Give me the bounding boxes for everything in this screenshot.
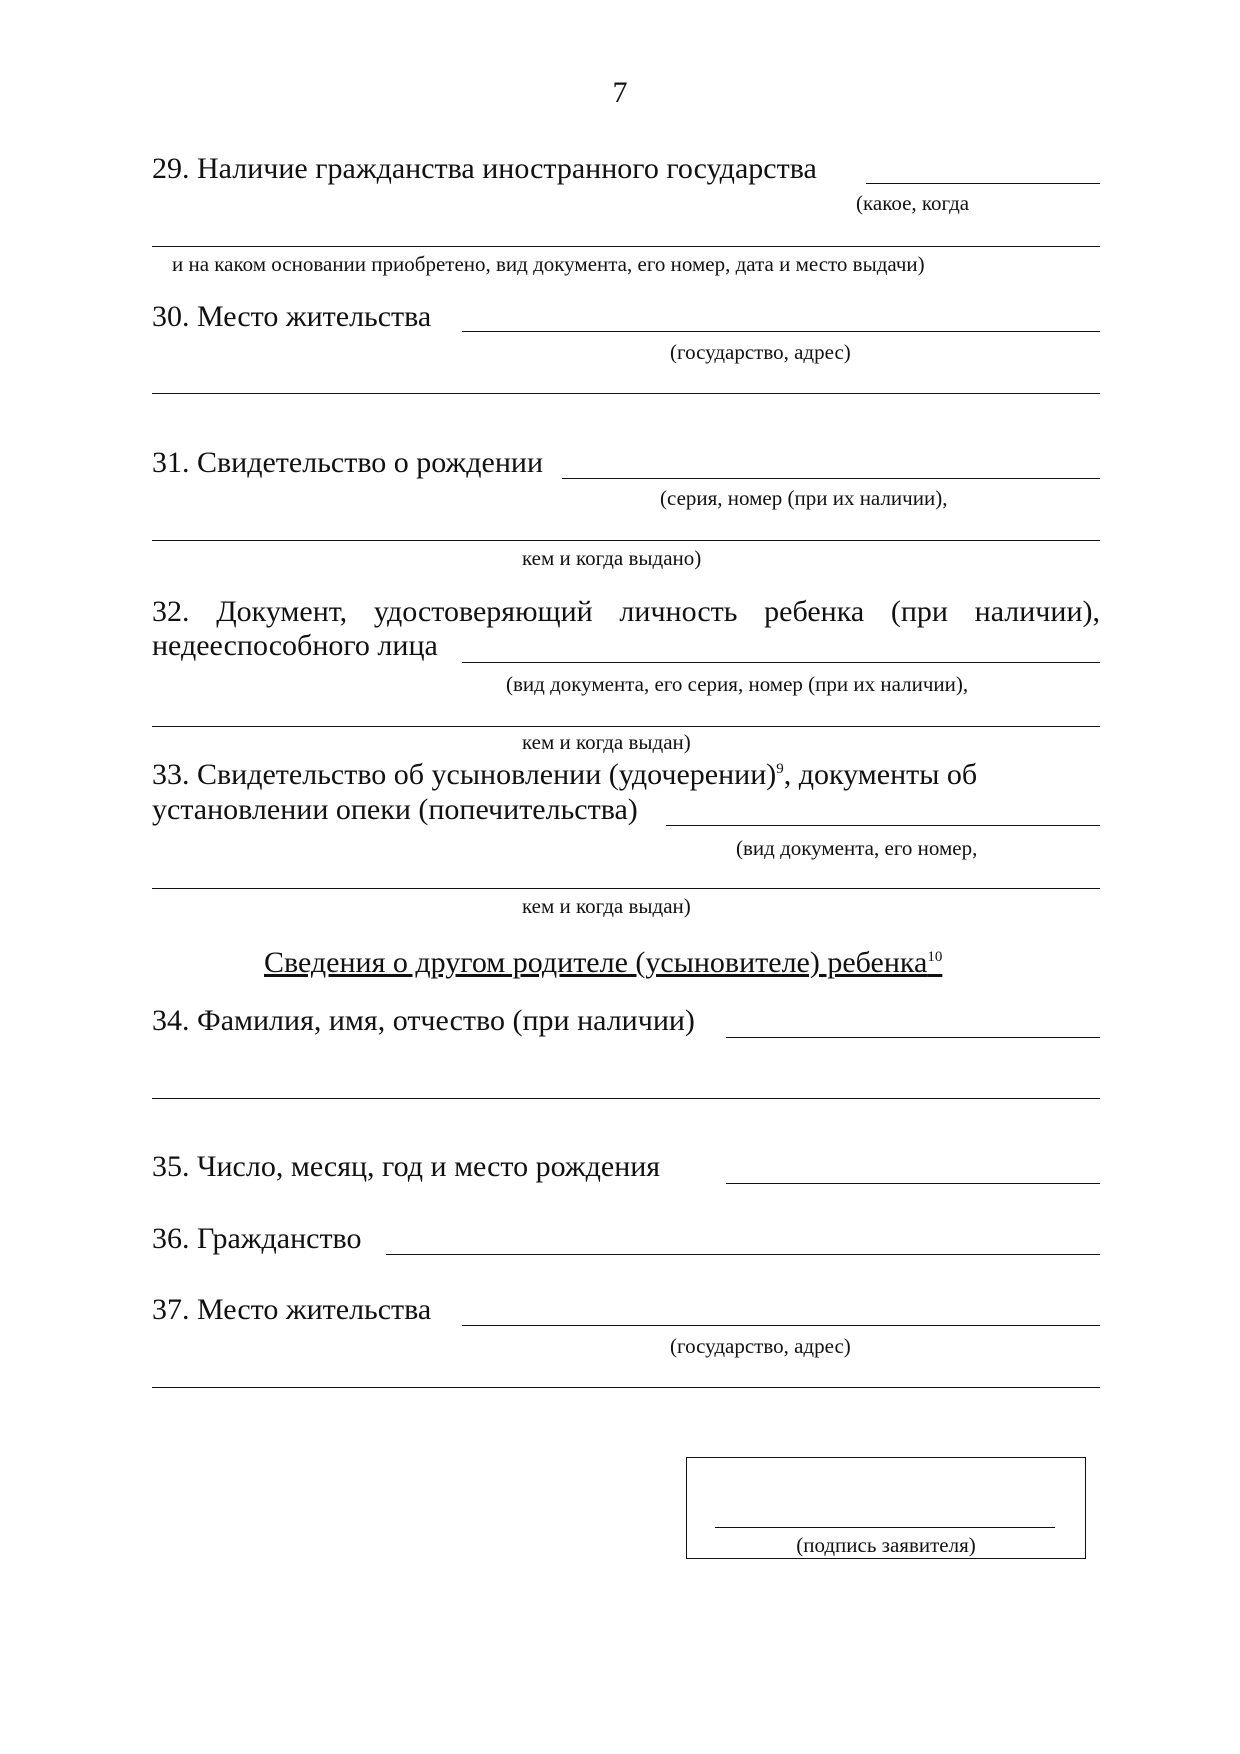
field-31-label: 31. Свидетельство о рождении — [152, 446, 543, 479]
field-29-input-line-1[interactable] — [866, 183, 1100, 184]
field-32-label-line-2: недееспособного лица — [152, 629, 438, 662]
section-title: Сведения о другом родителе (усыновителе) ребенка$^{10}$ — [264, 946, 943, 979]
field-31-input-line-2[interactable] — [152, 540, 1100, 541]
field-37-hint: (государство, адрес) — [670, 1334, 851, 1358]
field-29-hint-1: (какое, когда — [856, 191, 970, 215]
field-31-input-line-1[interactable] — [562, 478, 1100, 479]
field-33-label-line-1 — [152, 758, 1100, 792]
field-30-input-line-1[interactable] — [462, 331, 1100, 332]
field-32-hint-2: кем и когда выдан) — [522, 730, 691, 754]
field-32-label-line-1: 32. Документ, удостоверяющий личность ребенка (при наличии), — [152, 595, 1100, 628]
field-33-input-line-2[interactable] — [152, 888, 1100, 889]
field-33-label-line-2: установлении опеки (попечительства) — [152, 793, 638, 826]
field-33-input-line-1[interactable] — [666, 825, 1100, 826]
page-number: 7 — [612, 76, 628, 109]
field-34-input-line-1[interactable] — [726, 1037, 1100, 1038]
signature-hint: (подпись заявителя) — [796, 1533, 976, 1557]
field-36-label: 36. Гражданство — [152, 1222, 362, 1255]
field-30-hint: (государство, адрес) — [670, 340, 851, 364]
field-33-hint-1: (вид документа, его номер, — [736, 836, 978, 860]
field-29-input-line-2[interactable] — [152, 246, 1100, 247]
field-36-input-line[interactable] — [386, 1254, 1100, 1255]
field-31-hint-1: (серия, номер (при их наличии), — [660, 486, 948, 510]
field-34-input-line-2[interactable] — [152, 1098, 1100, 1099]
field-29-label: 29. Наличие гражданства иностранного государства — [152, 152, 817, 185]
field-37-input-line-1[interactable] — [462, 1325, 1100, 1326]
field-35-label: 35. Число, месяц, год и место рождения — [152, 1150, 661, 1183]
field-31-hint-2: кем и когда выдано) — [522, 546, 702, 570]
field-34-label: 34. Фамилия, имя, отчество (при наличии) — [152, 1004, 695, 1037]
footnote-ref-9: 9 — [776, 761, 784, 777]
field-35-input-line[interactable] — [726, 1183, 1100, 1184]
field-33-label-part-a: 33. Свидетельство об усыновлении (удочерении)$^9$, документы об — [152, 758, 978, 791]
field-30-label: 30. Место жительства — [152, 300, 432, 333]
field-32-input-line-2[interactable] — [152, 726, 1100, 727]
field-37-label: 37. Место жительства — [152, 1293, 432, 1326]
field-30-input-line-2[interactable] — [152, 393, 1100, 394]
field-32-hint-1: (вид документа, его серия, номер (при их наличии), — [506, 672, 969, 696]
footnote-ref-10: 10 — [927, 949, 943, 965]
field-29-hint-2: и на каком основании приобретено, вид документа, его номер, дата и место выдачи) — [172, 252, 925, 276]
field-37-input-line-2[interactable] — [152, 1387, 1100, 1388]
field-32-input-line-1[interactable] — [462, 662, 1100, 663]
field-33-hint-2: кем и когда выдан) — [522, 894, 691, 918]
signature-line[interactable] — [715, 1527, 1055, 1528]
signature-box — [686, 1457, 1086, 1559]
